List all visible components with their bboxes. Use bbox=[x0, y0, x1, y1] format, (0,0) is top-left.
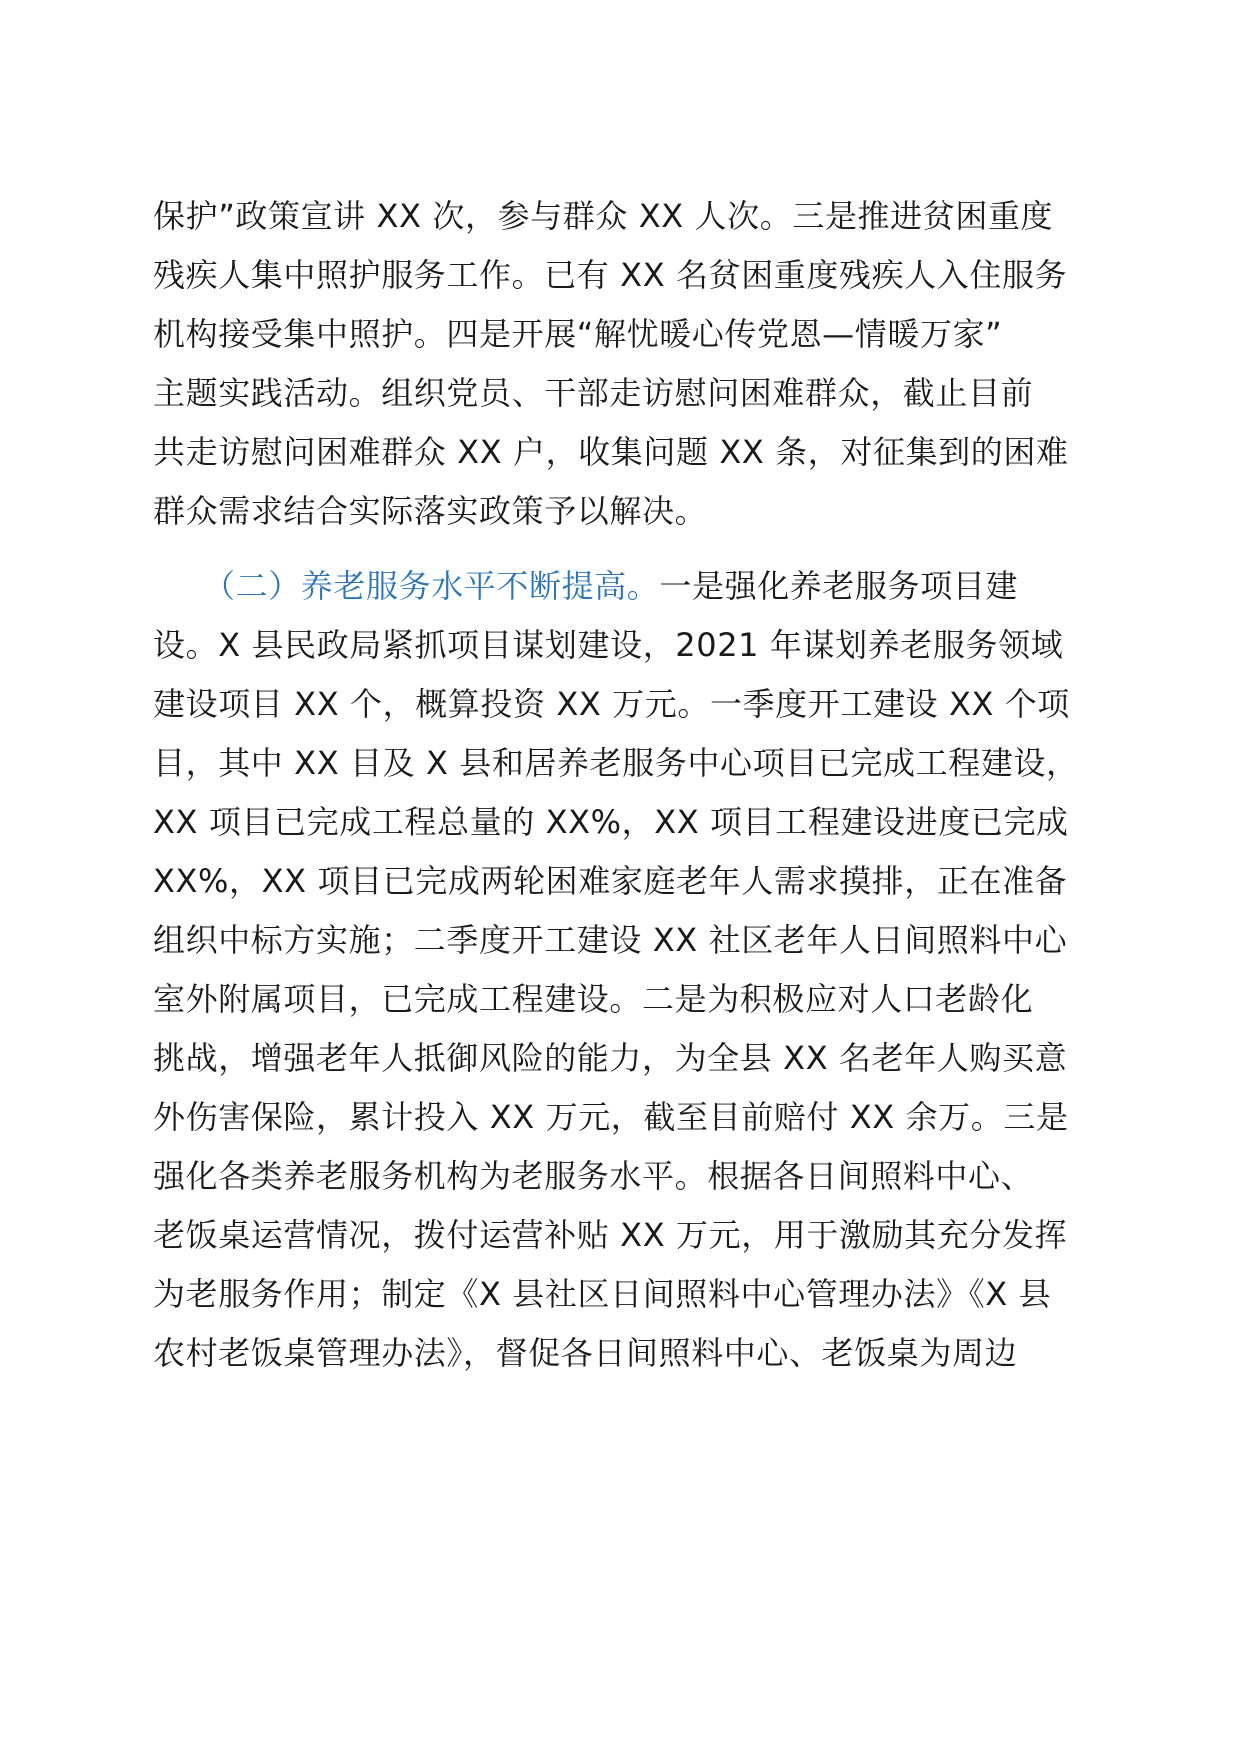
text-line: 共走访慰问困难群众 XX 户，收集问题 XX 条，对征集到的困难 bbox=[153, 433, 1069, 471]
text-line: 残疾人集中照护服务工作。已有 XX 名贫困重度残疾人入住服务 bbox=[153, 256, 1068, 294]
text-line: 机构接受集中照护。四是开展“解忧暖心传党恩—情暖万家” bbox=[153, 315, 1003, 353]
text-line: XX%，XX 项目已完成两轮困难家庭老年人需求摸排，正在准备 bbox=[153, 862, 1068, 900]
text-line: 目，其中 XX 目及 X 县和居养老服务中心项目已完成工程建设， bbox=[153, 744, 1079, 782]
text-line: 农村老饭桌管理办法》，督促各日间照料中心、老饭桌为周边 bbox=[153, 1334, 1018, 1372]
text-line: 建设项目 XX 个，概算投资 XX 万元。一季度开工建设 XX 个项 bbox=[153, 685, 1070, 723]
text-line: 主题实践活动。组织党员、干部走访慰问困难群众，截止目前 bbox=[153, 374, 1034, 412]
text-line: 外伤害保险，累计投入 XX 万元，截至目前赔付 XX 余万。三是 bbox=[153, 1098, 1069, 1136]
text-line: 挑战，增强老年人抵御风险的能力，为全县 XX 名老年人购买意 bbox=[153, 1039, 1068, 1077]
text-line: XX 项目已完成工程总量的 XX%，XX 项目工程建设进度已完成 bbox=[153, 803, 1069, 841]
text-line: 组织中标方实施；二季度开工建设 XX 社区老年人日间照料中心 bbox=[153, 921, 1068, 959]
section-heading-line bbox=[203, 554, 1113, 618]
text-line: 老饭桌运营情况，拨付运营补贴 XX 万元，用于激励其充分发挥 bbox=[153, 1216, 1068, 1254]
text-line: 强化各类养老服务机构为老服务水平。根据各日间照料中心、 bbox=[153, 1157, 1034, 1195]
text-line: 保护”政策宣讲 XX 次，参与群众 XX 人次。三是推进贫困重度 bbox=[153, 197, 1054, 235]
text-line: 室外附属项目，已完成工程建设。二是为积极应对人口老龄化 bbox=[153, 980, 1034, 1018]
heading-line-rest: 一是强化养老服务项目建 bbox=[659, 567, 1019, 605]
text-line: 群众需求结合实际落实政策予以解决。 bbox=[153, 492, 708, 530]
section-heading: （二）养老服务水平不断提高。 bbox=[203, 567, 660, 605]
text-line: 为老服务作用；制定《X 县社区日间照料中心管理办法》《X 县 bbox=[153, 1275, 1052, 1313]
text-line: 设。X 县民政局紧抓项目谋划建设，2021 年谋划养老服务领域 bbox=[153, 626, 1064, 664]
